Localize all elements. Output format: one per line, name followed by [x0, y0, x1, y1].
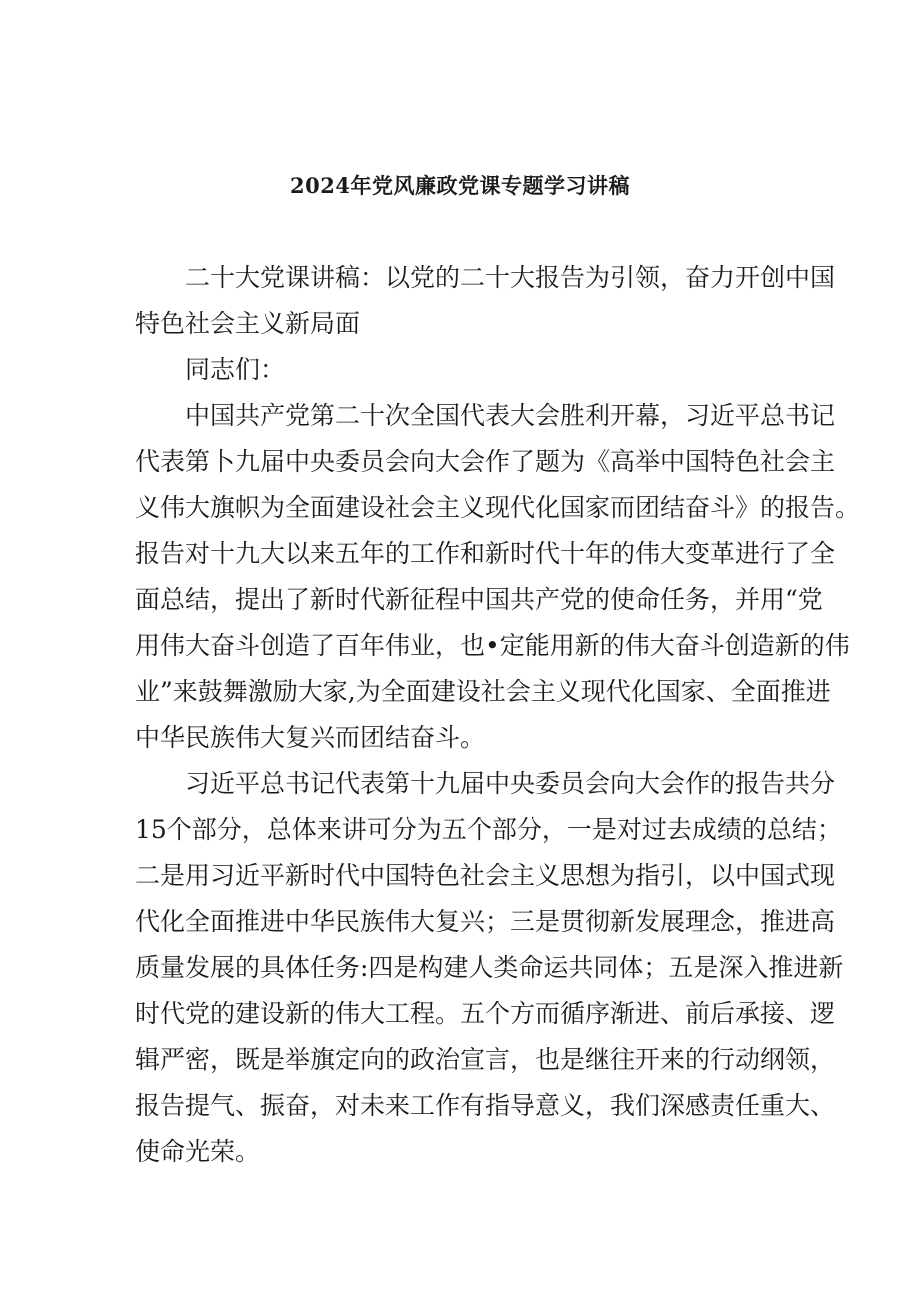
- paragraph-2-line: 时代党的建设新的伟大工程。五个方而循序渐进、前后承接、逻: [135, 999, 836, 1028]
- paragraph-2-line: 代化全面推进中华民族伟大复兴；三是贯彻新发展理念，推进高: [135, 907, 836, 936]
- paragraph-1-line: 代表第卜九届中央委员会向大会作了题为《高举中国特色社会主: [135, 447, 836, 476]
- document-body: [135, 255, 861, 1175]
- paragraph-1-line: 用伟大奋斗创造了百年伟业，也•定能用新的伟大奋斗创造新的伟: [135, 631, 850, 660]
- paragraph-1-line: 报告对十九大以来五年的工作和新时代十年的伟大变革进行了全: [135, 539, 836, 568]
- paragraph-1-line: 义伟大旗帜为全面建设社会主义现代化国家而团结奋斗》的报告。: [135, 493, 861, 522]
- paragraph-2-line: 习近平总书记代表第十九届中央委员会向大会作的报告共分: [185, 769, 836, 798]
- paragraph-1-line: 面总结，提出了新时代新征程中国共产党的使命任务，并用“党: [135, 585, 823, 614]
- paragraph-2-line: 报告提气、振奋，对未来工作有指导意义，我们深感责任重大、: [135, 1091, 836, 1120]
- paragraph-2-line: 质量发展的具体任务:四是构建人类命运共同体；五是深入推进新: [135, 953, 844, 982]
- document-title: 2024年党风廉政党课专题学习讲稿: [290, 173, 630, 198]
- paragraph-1-line: 中国共产党第二十次全国代表大会胜利开幕，习近平总书记: [185, 401, 836, 430]
- subtitle-line: 二十大党课讲稿：以党的二十大报告为引领，奋力开创中国: [185, 263, 836, 292]
- paragraph-2-line: 辑严密，既是举旗定向的政治宣言，也是继往开来的行动纲领，: [135, 1045, 836, 1074]
- subtitle-line: 特色社会主义新局面: [135, 309, 361, 338]
- paragraph-1-line: 中华民族伟大复兴而团结奋斗。: [135, 723, 486, 752]
- paragraph-2-line: 二是用习近平新时代中国特色社会主义思想为指引，以中国式现: [135, 861, 836, 890]
- paragraph-1-line: 业”来鼓舞激励大家,为全面建设社会主义现代化国家、全面推进: [135, 677, 831, 706]
- salutation: 同志们：: [185, 355, 286, 384]
- paragraph-2-line: 15个部分，总体来讲可分为五个部分，一是对过去成绩的总结；: [135, 815, 842, 844]
- paragraph-2-line: 使命光荣。: [135, 1137, 261, 1166]
